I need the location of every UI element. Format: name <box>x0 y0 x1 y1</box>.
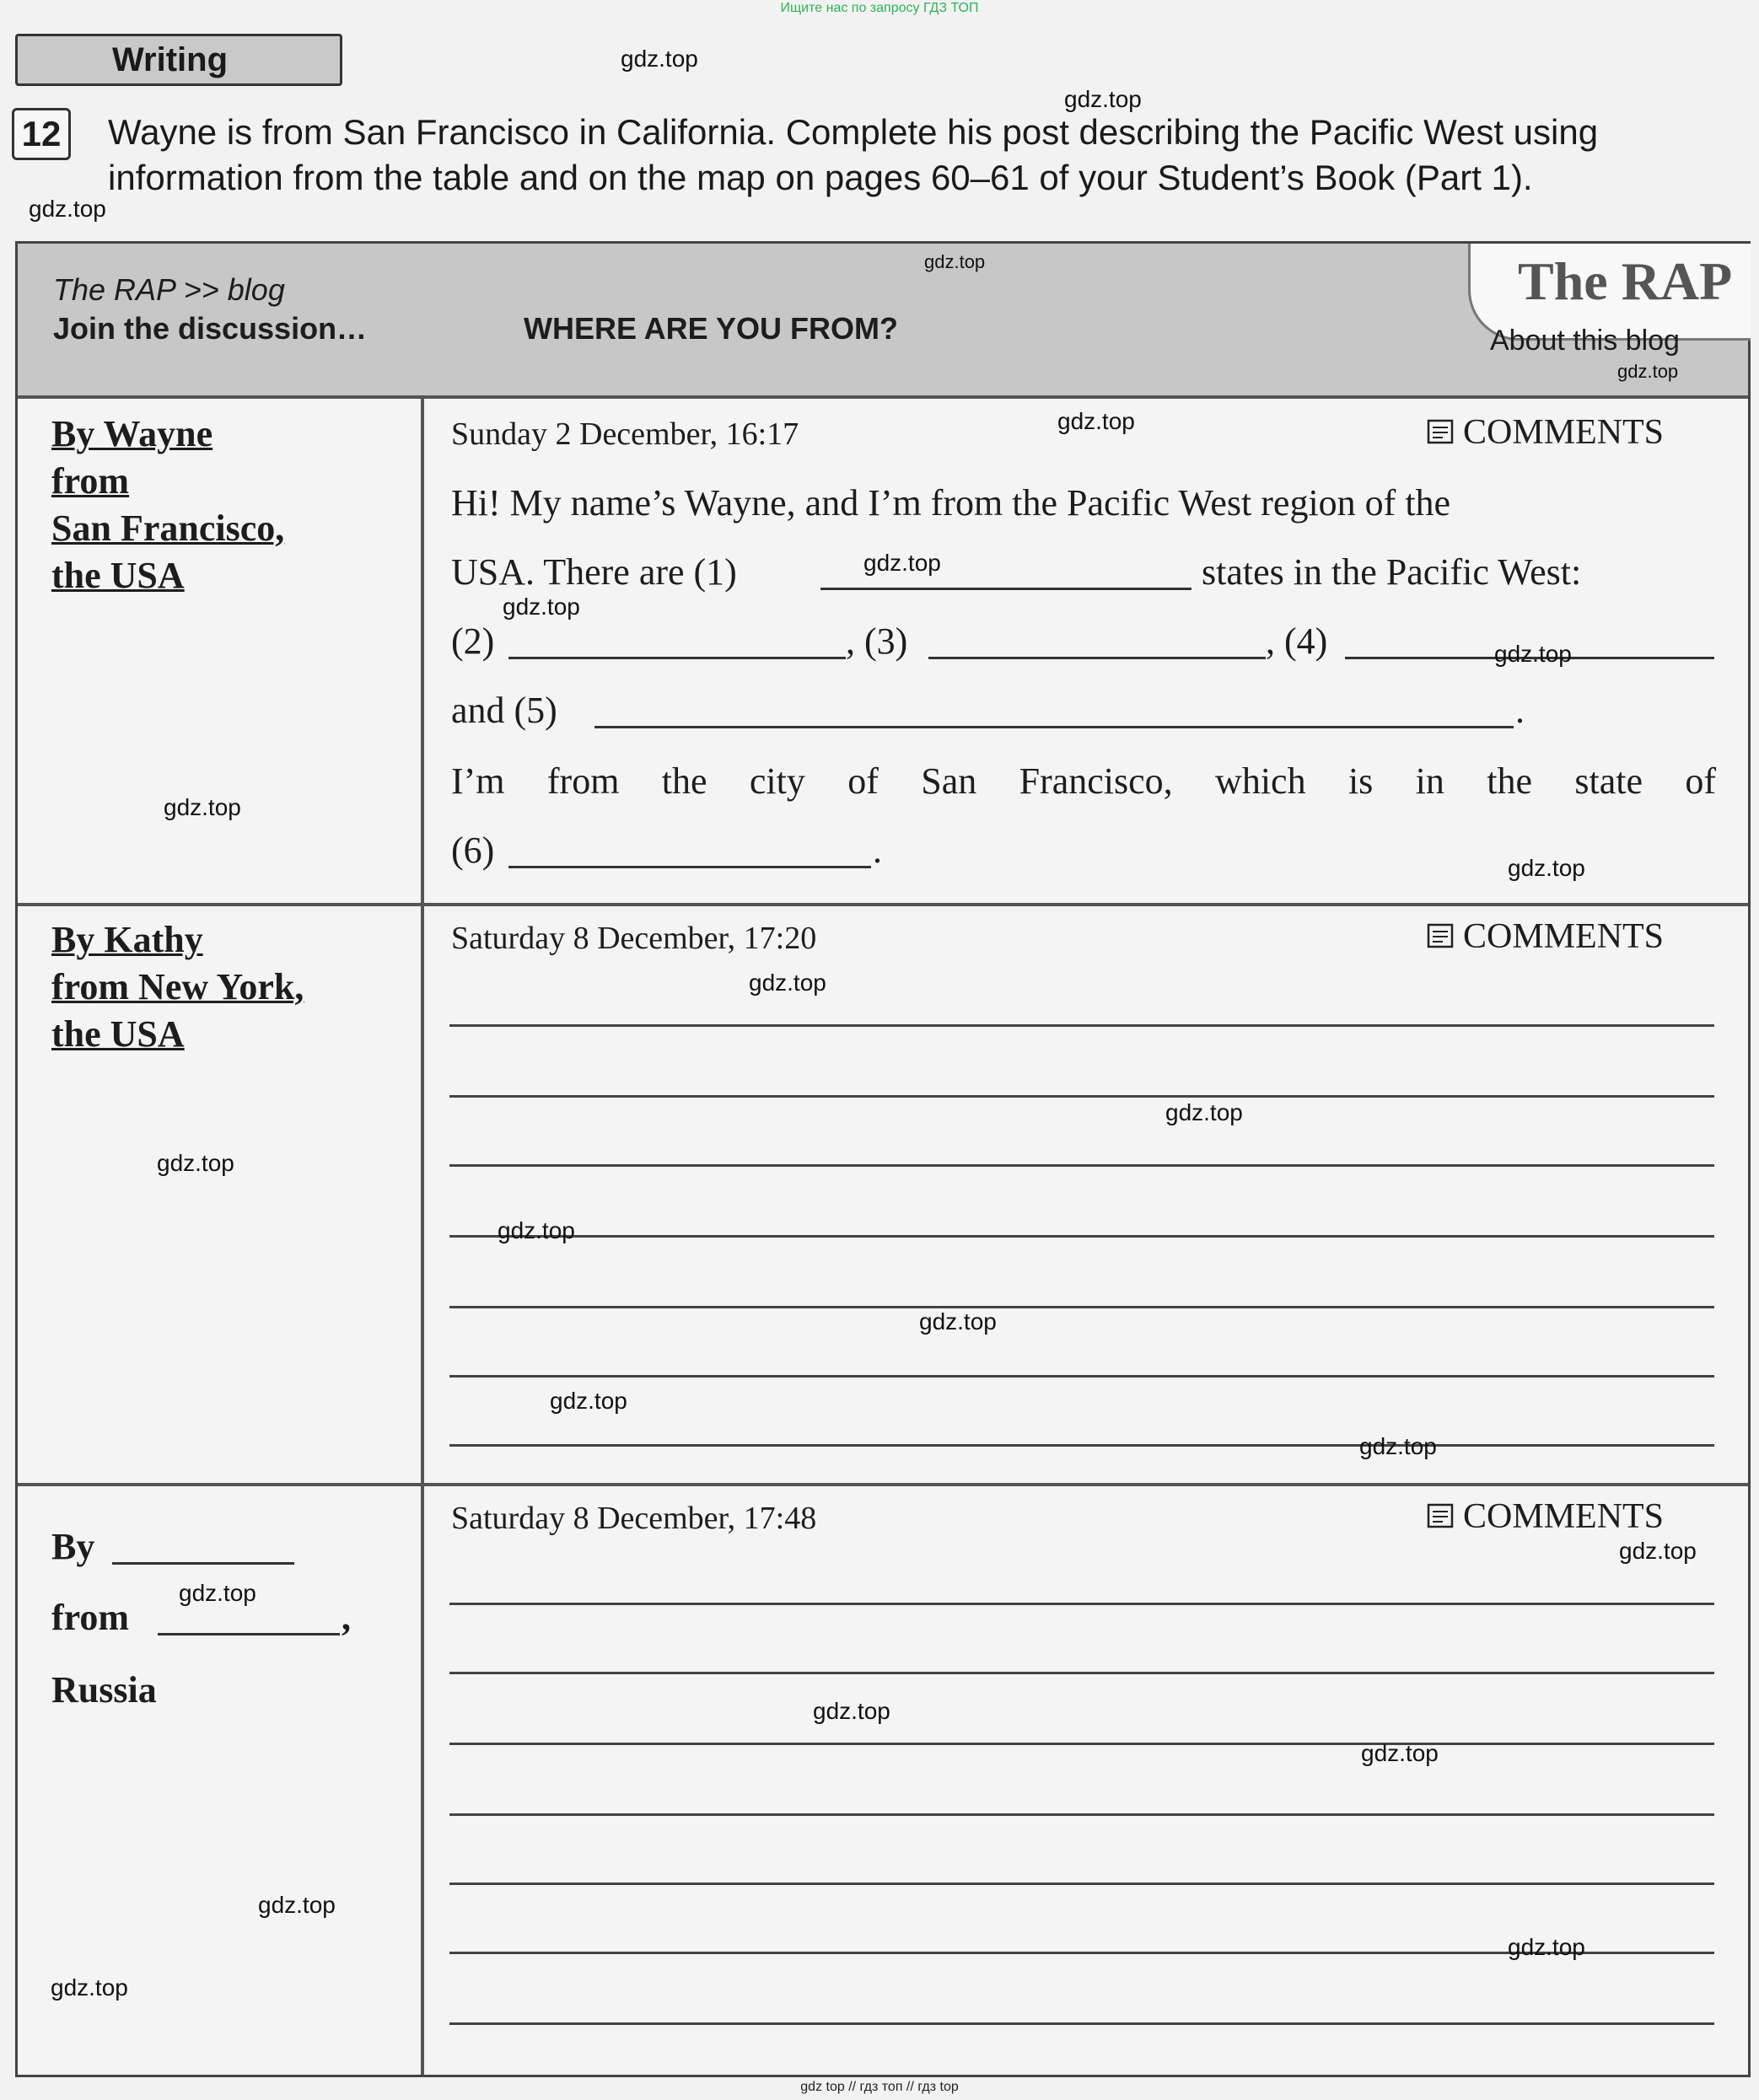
post-1-gap-6-label: (6) <box>451 830 495 871</box>
post-3-date: Saturday 8 December, 17:48 <box>451 1501 817 1536</box>
watermark: gdz.top <box>498 1217 575 1243</box>
post-1-comments[interactable] <box>1426 412 1664 453</box>
exercise-number: 12 <box>12 108 71 160</box>
post-2-comments-label: COMMENTS <box>1463 917 1665 956</box>
post-3-city-input[interactable] <box>158 1630 340 1635</box>
post-1-gap-2-label: (2) <box>451 620 495 662</box>
post-1-line-2a: USA. There are (1) <box>451 551 737 593</box>
watermark: gdz.top <box>51 1974 128 2001</box>
post-1-author-from: from <box>51 460 130 502</box>
post-1-line-6-end: . <box>873 830 882 871</box>
watermark: gdz.top <box>258 1892 336 1918</box>
post-3-write-line-5[interactable] <box>449 1882 1714 1885</box>
blog-header <box>18 244 1748 399</box>
post-3-author-comma: , <box>342 1597 351 1638</box>
post-3-write-line-1[interactable] <box>449 1603 1714 1605</box>
section-tab-writing: Writing <box>15 34 342 86</box>
blog-title: The RAP >> blog <box>53 272 285 307</box>
watermark: gdz.top <box>1508 1934 1585 1960</box>
post-2-comments[interactable] <box>1426 916 1664 957</box>
rap-logo-text: The RAP <box>1518 251 1733 311</box>
post-1-author-city: San Francisco, <box>51 508 285 549</box>
post-1-gap-5-label: and (5) <box>451 690 557 731</box>
column-divider <box>421 399 424 2075</box>
gap-6-input[interactable] <box>508 862 871 868</box>
post-1-comments-label: COMMENTS <box>1463 413 1665 452</box>
post-3-author-from: from <box>51 1597 130 1638</box>
row-divider-1 <box>18 903 1748 906</box>
watermark: gdz.top <box>179 1580 256 1606</box>
watermark: gdz.top <box>863 550 941 576</box>
about-blog-link[interactable]: About this blog <box>1490 325 1680 357</box>
gap-2-input[interactable] <box>508 653 846 659</box>
post-2-date: Saturday 8 December, 17:20 <box>451 921 817 956</box>
post-1-line-5: I’m from the city of San Francisco, which is in the state of <box>451 760 1716 802</box>
post-2-write-line-1[interactable] <box>449 1024 1714 1027</box>
top-banner: Ищите нас по запросу ГДЗ ТОП <box>780 1 979 15</box>
post-3-comments-label: COMMENTS <box>1463 1497 1665 1536</box>
watermark: gdz.top <box>621 46 698 72</box>
watermark: gdz.top <box>1064 86 1142 112</box>
post-2-author <box>51 916 304 1058</box>
watermark: gdz.top <box>1494 641 1572 667</box>
post-2-write-line-6[interactable] <box>449 1375 1714 1378</box>
gap-3-input[interactable] <box>928 653 1266 659</box>
post-1-gap-4-label: , (4) <box>1266 620 1328 662</box>
exercise-instruction <box>108 110 1752 201</box>
blog-question: WHERE ARE YOU FROM? <box>524 311 899 346</box>
watermark: gdz.top <box>1359 1433 1437 1459</box>
watermark: gdz.top <box>1619 1538 1697 1564</box>
watermark: gdz.top <box>1165 1099 1243 1125</box>
post-3-write-line-2[interactable] <box>449 1672 1714 1674</box>
post-1-gap-3-label: , (3) <box>846 620 908 662</box>
post-3-write-line-3[interactable] <box>449 1743 1714 1745</box>
post-1-date: Sunday 2 December, 16:17 <box>451 416 799 452</box>
post-3-name-input[interactable] <box>112 1559 294 1565</box>
comment-icon <box>1426 1502 1455 1531</box>
post-1-author-name: By Wayne <box>51 413 213 454</box>
instruction-line-1: Wayne is from San Francisco in California. Complete his post describing the Pacific West using <box>108 112 1599 152</box>
watermark: gdz.top <box>1508 855 1585 881</box>
watermark: gdz.top <box>157 1150 234 1176</box>
post-2-write-line-5[interactable] <box>449 1306 1714 1308</box>
watermark: gdz.top <box>550 1388 627 1414</box>
watermark: gdz.top <box>1361 1740 1439 1766</box>
watermark: gdz.top <box>503 593 580 620</box>
post-3-author-by: By <box>51 1526 95 1567</box>
comment-icon <box>1426 418 1455 447</box>
post-3-author-country: Russia <box>51 1669 157 1711</box>
post-2-write-line-3[interactable] <box>449 1164 1714 1167</box>
comment-icon <box>1426 922 1455 951</box>
post-1-line-1: Hi! My name’s Wayne, and I’m from the Pacific West region of the <box>451 482 1451 524</box>
post-2-write-line-4[interactable] <box>449 1235 1714 1238</box>
post-2-author-city: from New York, <box>51 966 304 1007</box>
row-divider-2 <box>18 1483 1748 1486</box>
watermark: gdz.top <box>749 969 826 996</box>
post-2-author-name: By Kathy <box>51 919 203 960</box>
post-3-write-line-7[interactable] <box>449 2022 1714 2025</box>
watermark: gdz.top <box>1617 361 1679 382</box>
blog-frame <box>15 241 1751 2077</box>
post-1-author <box>51 411 284 599</box>
post-2-author-country: the USA <box>51 1013 185 1055</box>
watermark: gdz.top <box>813 1698 890 1724</box>
gap-1-input[interactable] <box>820 584 1191 590</box>
post-1-line-4-end: . <box>1515 690 1525 731</box>
watermark: gdz.top <box>919 1308 997 1335</box>
post-2-write-line-2[interactable] <box>449 1095 1714 1098</box>
bottom-banner: gdz top // гдз топ // гдз top <box>800 2080 959 2094</box>
instruction-line-2: information from the table and on the map on pages 60–61 of your Student’s Book (Part 1). <box>108 158 1533 197</box>
watermark: gdz.top <box>29 196 106 222</box>
gap-5-input[interactable] <box>594 722 1514 728</box>
blog-join-label: Join the discussion… <box>53 311 368 346</box>
post-1-line-2b: states in the Pacific West: <box>1202 551 1582 593</box>
watermark: gdz.top <box>164 794 241 820</box>
post-3-comments[interactable] <box>1426 1496 1664 1537</box>
post-1-author-country: the USA <box>51 555 185 596</box>
watermark: gdz.top <box>924 251 986 272</box>
watermark: gdz.top <box>1057 408 1135 434</box>
post-3-write-line-4[interactable] <box>449 1813 1714 1816</box>
post-2-write-line-7[interactable] <box>449 1444 1714 1447</box>
